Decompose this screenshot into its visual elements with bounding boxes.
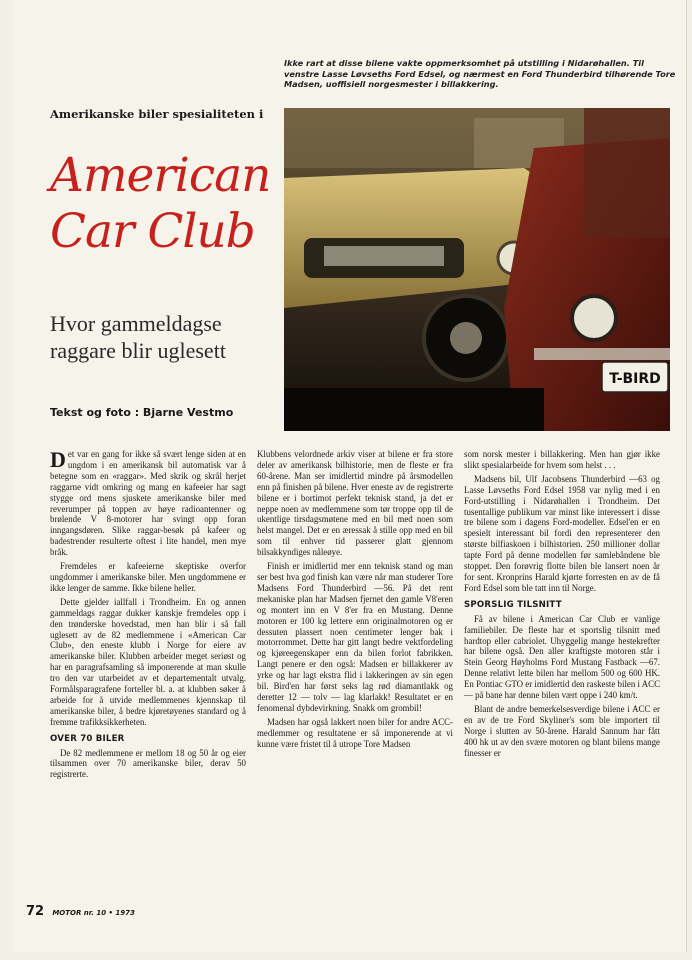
title-line-2: Car Club bbox=[50, 204, 255, 259]
article-subtitle: Hvor gammeldagse raggare blir uglesett bbox=[50, 311, 226, 363]
text-column-3 bbox=[464, 449, 660, 761]
text-column-2 bbox=[257, 449, 453, 752]
drop-cap: D bbox=[50, 447, 66, 472]
paragraph: Fremdeles er kafeeierne skeptiske overfor ungdommer i amerikanske biler. Men ungdommene er ikke lenger de samme. Ikke bilene heller. bbox=[50, 561, 246, 593]
text-column-1 bbox=[50, 449, 246, 783]
byline: Tekst og foto : Bjarne Vestmo bbox=[50, 406, 234, 419]
page-footer bbox=[26, 904, 135, 919]
magazine-issue: MOTOR nr. 10 • 1973 bbox=[52, 909, 135, 917]
thunderbird-headlight bbox=[572, 296, 616, 340]
license-plate bbox=[602, 362, 668, 392]
paragraph: Få av bilene i American Car Club er vanlige familiebiler. De fleste har et sportslig tilsnitt med hardtop eller cabriolet. Uhyggelig mange hestekrefter har bilene også. Den aller kraftigste motoren står i Stein Georg Høyholms Ford Mustang Fastback —67. Denne relativt lette bilen har mellom 500 og 600 HK. En Pontiac GTO er imidlertid den raskeste bilen i ACC — på bane har denne bilen vært oppe i 240 km/t. bbox=[464, 613, 660, 701]
kicker: Amerikanske biler spesialiteten i bbox=[50, 107, 264, 121]
article-title bbox=[50, 148, 282, 260]
photo-caption: Ikke rart at disse bilene vakte oppmerksomhet på utstilling i Nidarøhallen. Til venstre Lasse Løvseths Ford Edsel, og nærmest en Ford Thunderbird tilhørende Tore Madsen, uoffisiell norgesmester i billakkering. bbox=[284, 58, 676, 90]
paragraph: Madsens bil, Ulf Jacobsens Thunderbird —63 og Lasse Løvseths Ford Edsel 1958 var nylig med i en Ford-utstilling i Nidarøhallen i Trondheim. Det tusentallige publikum var minst like interessert i disse tre bilene som i dagens Ford-modeller. Edsel'en er en spesielt interessant bil fordi den representerer den største bilfiaskoen i bilhistorien. 250 millioner dollar tapte Ford på denne modellen før samlebåndene ble stoppet. Den forøvrig flotte bilen ble lansert noen år for sent. Kronprins Harald kjørte forresten en av de få Ford Edsel som ble tatt inn til Norge. bbox=[464, 473, 660, 593]
paragraph: Blant de andre bemerkelsesverdige bilene i ACC er en av de tre Ford Skyliner's som ble importert til Norge i slutten av 50-årene. Harald Sannum har fått 400 hk ut av den svære motoren og blant bilens mange finesser er bbox=[464, 703, 660, 758]
chrome-engine bbox=[324, 246, 444, 266]
car-photo bbox=[284, 108, 670, 431]
paragraph: Madsen har også lakkert noen biler for andre ACC-medlemmer og resultatene er så imponerende at vi kunne være fristet til å utrope Tore Madsen bbox=[257, 716, 453, 749]
section-heading: OVER 70 BILER bbox=[50, 733, 125, 744]
paragraph-text: et var en gang for ikke så svært lenge siden at en ungdom i en amerikansk bil automatisk var å betegne som en «raggar». Med skrik og skrål herjet raggarne vidt omkring og mang en kafeeier har sagt stygge ord mens sjuskete amerikanske biler med reverumper på toppen av høye radioantenner og brølende V 8-motorer har svingt opp foran inngangsdøren. Slike raggar-besøk på kafeer og badestrender resulterte oftest i lite handel, men mye bråk. bbox=[50, 449, 246, 558]
paragraph: Klubbens velordnede arkiv viser at bilene er fra store deler av amerikansk bilhistorie, men de fleste er fra 60-årene. Man ser imidlertid mindre på årsmodellen enn på finishen på bilene. Hver eneste av de registrerte bilene er i bortimot perfekt teknisk stand, ja det er neppe noen av medlemmene som tør troppe opp til de ukentlige tirsdagsmøtene med en bil med noen som helst mangel. Det er en æressak å stille opp med en bil som til enhver tid passerer glatt gjennom bilsakkyndiges nåleøye. bbox=[257, 449, 453, 558]
paragraph bbox=[50, 449, 246, 558]
section-heading: SPORSLIG TILSNITT bbox=[464, 599, 562, 610]
license-plate-text: T-BIRD bbox=[609, 371, 661, 387]
paragraph: De 82 medlemmene er mellom 18 og 50 år og eier tilsammen over 70 amerikanske biler, derav 50 registrerte. bbox=[50, 747, 246, 780]
paragraph: Finish er imidlertid mer enn teknisk stand og man ser best hva god finish kan være når man studerer Tore Madsens Ford Thunderbird —56. På det rent mekaniske plan har Madsen fjernet den gamle V8'eren og montert inn en V 8'er fra en Mustang. Denne motoren er 100 kg lettere enn originalmotoren og er dessuten plassert noen centimeter lenger bak i motorrommet. Dette har gitt langt bedre vektfordeling og kjøreegenskaper enn da bilen forlot fabrikken. Langt penere er den også: Madsen er billakkerer av yrke og har lagt ekstra flid i lakkeringen av sin egen bil. Bird'en har først seks lag rød diamantlakk og deretter 12 — tolv — lag klarlakk! Resultatet er en fenomenal dybdevirkning. Snakk om grombil! bbox=[257, 561, 453, 713]
car-photo-illustration bbox=[284, 108, 670, 431]
paragraph: Dette gjelder iallfall i Trondheim. En og annen gammeldags raggar dukker kanskje fremdeles opp i den trønderske hovedstad, men han blir i så fall uglesett av de 82 medlemmene i «American Car Club», den eneste klubb i Norge for eiere av amerikanske biler. Klubben arbeider meget seriøst og har en paragrafsamling så imponerende at man skulle tro den var utarbeidet av et departementalt utvalg. Formålsparagrafene forteller bl. a. at klubben søker å arbeide for å utvide medlemmenes kjennskap til amerikanske biler, å bedre kjøretøyenes standard og å fremme trafikksikkerheten. bbox=[50, 596, 246, 727]
title-line-1: American bbox=[50, 148, 271, 203]
paragraph: som norsk mester i billakkering. Men han gjør ikke slikt spesialarbeide for hvem som helst . . . bbox=[464, 449, 660, 470]
page-number: 72 bbox=[26, 904, 45, 919]
chrome-bumper bbox=[534, 348, 670, 360]
